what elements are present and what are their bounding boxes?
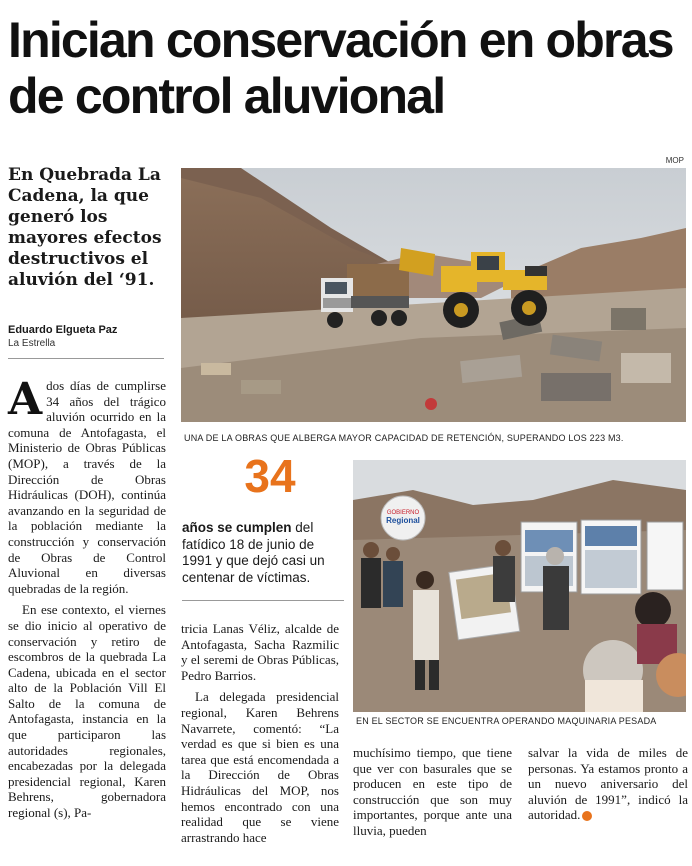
stat-bold-text: años se cumplen (182, 520, 292, 535)
stat-number: 34 (244, 450, 296, 502)
photo-caption: EN EL SECTOR SE ENCUENTRA OPERANDO MAQUINARIA PESADA (356, 716, 657, 726)
article-column-3 (353, 745, 512, 839)
stat-rest-text: del fatídico 18 de junio de 1991 y que dejó casi un centenar de víctimas. (182, 520, 325, 585)
article-paragraph: La delegada presidencial regional, Karen Behrens Navarrete, comentó: “La verdad es que si bien es una tarea que está encomendada a la Dirección de Obras Hidráulicas del MOP, nos hemos encontrado con una realidad que se viene arrastrando hace (181, 689, 339, 845)
divider (8, 358, 164, 359)
svg-text:Regional: Regional (386, 516, 420, 525)
article-paragraph: dos días de cumplirse 34 años del trágico aluvión ocurrido en la comuna de Antofagasta, el Ministerio de Obras Públicas (MOP), a través de la Dirección de Obras Hidráulicas (DOH), continúa avanzando en la seguridad de la población mediante la construcción y conservación de Obras de Control Aluvional en diversas quebradas de la región. (8, 378, 166, 596)
byline-outlet: La Estrella (8, 338, 56, 349)
byline-author: Eduardo Elgueta Paz (8, 324, 118, 336)
article-column-1 (8, 374, 166, 821)
headline: Inician conservación en obras de control aluvional (8, 12, 673, 124)
article-paragraph: tricia Lanas Véliz, alcalde de Antofagasta, Sacha Razmilic y el seremi de Obras Públicas, Pedro Barrios. (181, 621, 339, 683)
photo-credit: MOP (665, 156, 684, 165)
byline (8, 324, 164, 349)
banner-text: GOBIERNO (386, 510, 420, 516)
article-paragraph: En ese contexto, el viernes se dio inicio al operativo de conservación y retiro de escombros de la quebrada La Cadena, ubicada en el sector alto de la Población Vill El Salto de la comuna de Antofagasta, instancia en la que participaron las autoridades regionales, encabezadas por la delegada presidencial regional, Karen Behrens, gobernadora regional (s), Pa- (8, 602, 166, 821)
stat-text (182, 520, 344, 586)
photo-officials (353, 460, 686, 712)
article-paragraph: muchísimo tiempo, que tiene que ver con basurales que se producen en este tipo de construcción que son muy importantes, porque ante una lluvia, pueden (353, 745, 512, 838)
article-column-2 (181, 621, 339, 845)
deck-subheadline: En Quebrada La Cadena, la que generó los mayores efectos destructivos el aluvión del ‘91. (8, 165, 162, 290)
dropcap: A (8, 374, 43, 425)
article-paragraph: salvar la vida de miles de personas. Ya estamos pronto a un nuevo aniversario del aluvión de 1991”, indicó la autoridad. (528, 745, 688, 823)
article-column-4 (528, 745, 688, 823)
end-mark-icon (582, 811, 592, 821)
photo-caption: UNA DE LA OBRAS QUE ALBERGA MAYOR CAPACIDAD DE RETENCIÓN, SUPERANDO LOS 223 M3. (184, 433, 624, 443)
photo-machinery (181, 168, 686, 422)
divider (182, 600, 344, 601)
